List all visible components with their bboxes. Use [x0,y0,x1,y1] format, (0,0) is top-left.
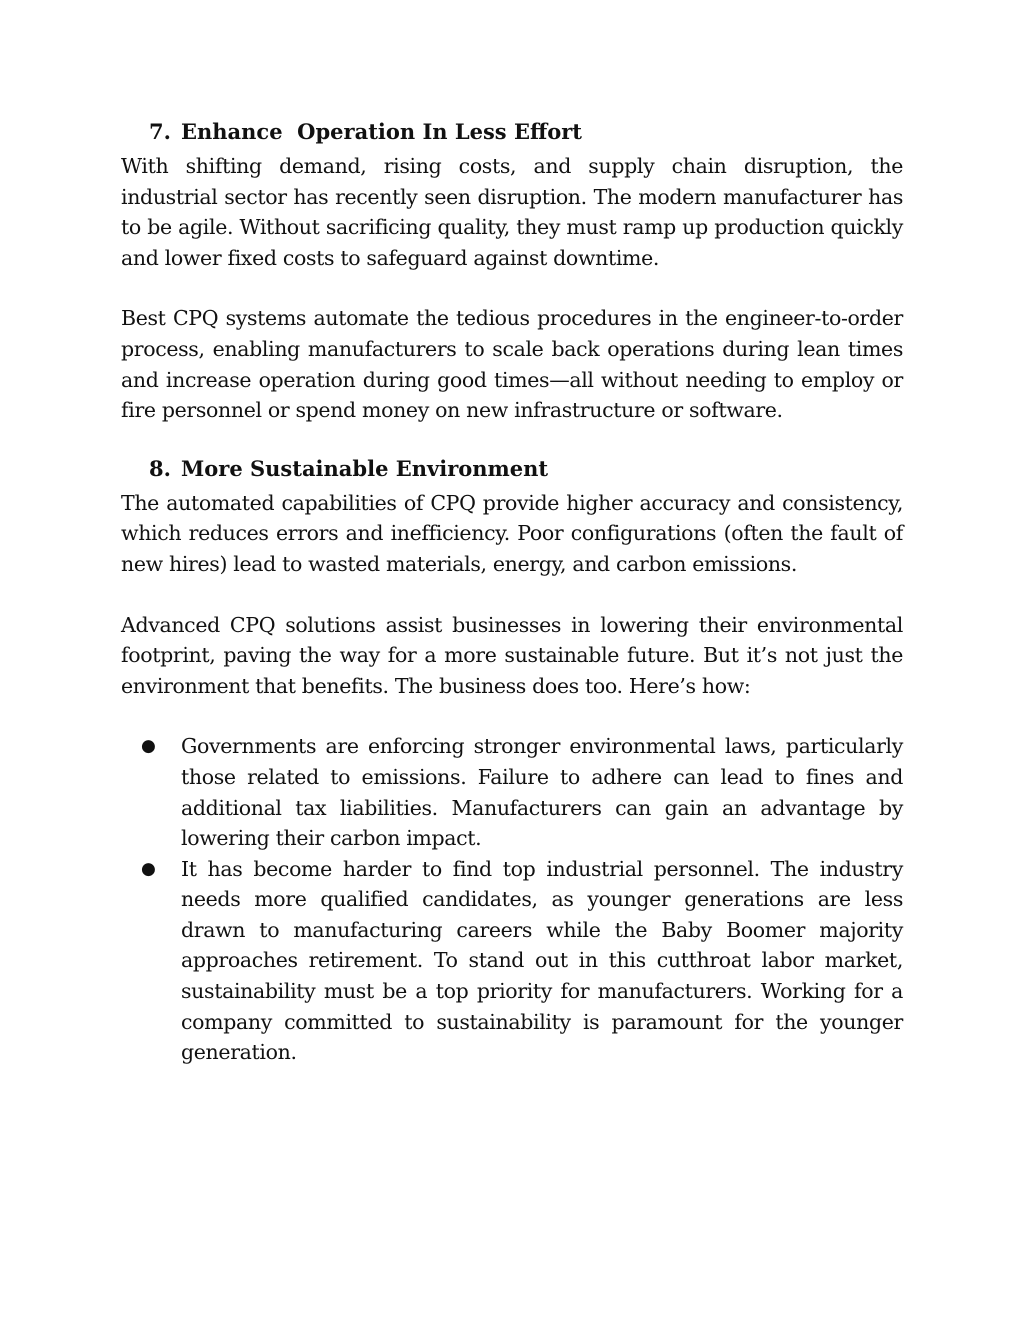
section-8-bullet-list [121,731,903,1068]
section-7-paragraph-2: Best CPQ systems automate the tedious procedures in the engineer-to-order process, enabling manufacturers to scale back operations during lean times and increase operation during good times—all without needing to employ or fire personnel or spend money on new infrastructure or software. [121,306,903,423]
section-7-title: Enhance Operation In Less Effort [181,119,582,144]
section-8-title: More Sustainable Environment [181,455,549,481]
bullet-icon: ● [141,736,156,757]
section-8-paragraph-2: Advanced CPQ solutions assist businesses in lowering their environmental footprint, paving the way for a more sustainable future. But it’s not just the environment that benefits. The business does too. Here’s how: [121,612,903,698]
section-8-paragraph-1: The automated capabilities of CPQ provide higher accuracy and consistency, which reduces errors and inefficiency. Poor configurations (often the fault of new hires) lead to wasted materials, energy, and carbon emissions. [121,490,903,576]
bullet-text-1: Governments are enforcing stronger environmental laws, particularly those related to emissions. Failure to adhere can lead to fines and additional tax liabilities. Manufacturers can gain an advantage by lowering their carbon impact. [181,734,903,851]
section-7-heading [121,117,903,147]
list-item [121,731,903,853]
section-8-number: 8. [149,455,171,481]
document-page [121,117,903,1068]
section-7-number: 7. [149,119,171,144]
list-item [121,854,903,1068]
bullet-text-2: It has become harder to find top industrial personnel. The industry needs more qualified candidates, as younger generations are less drawn to manufacturing careers while the Baby Boomer majority approaches retirement. To stand out in this cutthroat labor market, sustainability must be a top priority for manufacturers. Working for a company committed to sustainability is paramount for the younger generation. [181,856,903,1065]
section-7-paragraph-1: With shifting demand, rising costs, and supply chain disruption, the industrial sector has recently seen disruption. The modern manufacturer has to be agile. Without sacrificing quality, they must ramp up production quickly and lower fixed costs to safeguard against downtime. [121,154,903,270]
section-8-heading [121,454,903,484]
bullet-icon: ● [141,858,156,879]
